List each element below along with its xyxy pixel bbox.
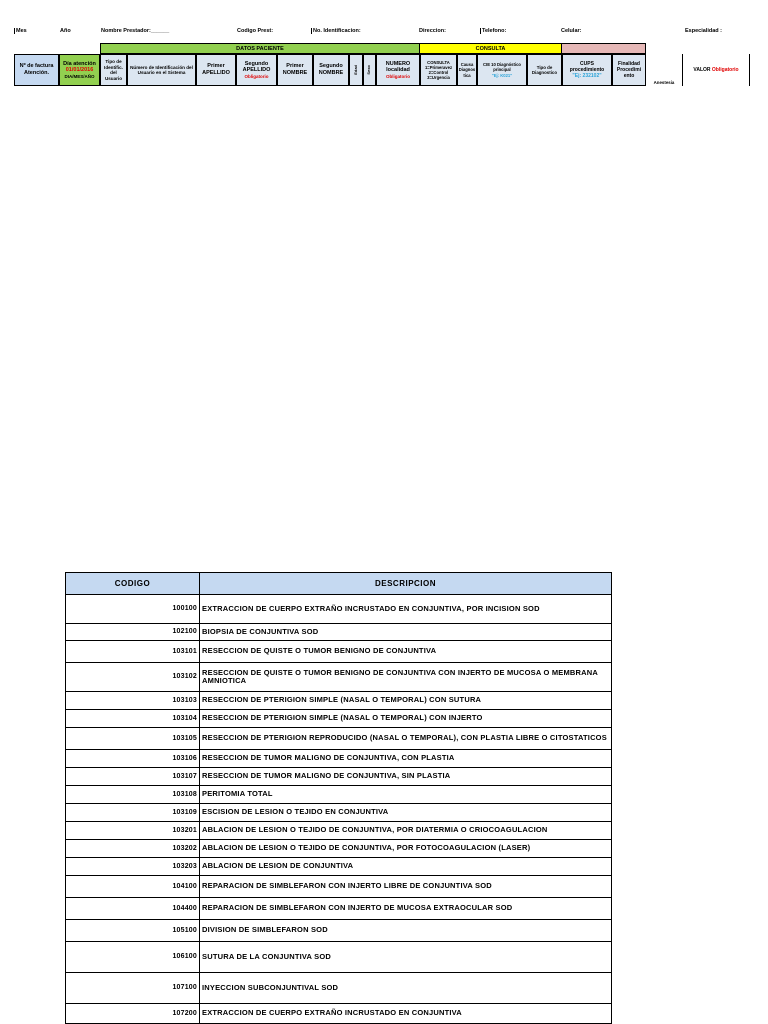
table-row (66, 920, 612, 942)
specialty-label: Especialidad : (685, 28, 722, 34)
table-row (66, 692, 612, 710)
row-description: RESECCION DE PTERIGION SIMPLE (NASAL O TEMPORAL) CON INJERTO (200, 710, 612, 728)
table-row (66, 728, 612, 750)
patient-data-group: DATOS PACIENTE (100, 43, 420, 54)
procedure-codes-table (65, 572, 612, 1024)
row-code: 102100 (66, 624, 200, 641)
row-description: RESECCION DE TUMOR MALIGNO DE CONJUNTIVA, SIN PLASTIA (200, 768, 612, 786)
col-age: Edad (349, 54, 363, 86)
row-description: REPARACION DE SIMBLEFARON CON INJERTO DE MUCOSA EXTRAOCULAR SOD (200, 898, 612, 920)
col-finality: Finalidad Procedimi ento (612, 54, 646, 86)
row-code: 103102 (66, 663, 200, 692)
row-code: 107100 (66, 973, 200, 1004)
col-anesthesia: Anestesia (653, 79, 675, 85)
row-description: ESCISION DE LESION O TEJIDO EN CONJUNTIVA (200, 804, 612, 822)
col-second-surname: Segundo APELLIDO Obligatorio (236, 54, 277, 86)
row-code: 103107 (66, 768, 200, 786)
col-locality-number: NUMERO localidad Obligatorio (376, 54, 420, 86)
table-row (66, 822, 612, 840)
col-second-name: Segundo NOMBRE (313, 54, 349, 86)
col-diagnosis-type: Tipo de Diagnostico (527, 54, 562, 86)
row-description: RESECCION DE QUISTE O TUMOR BENIGNO DE CONJUNTIVA CON INJERTO DE MUCOSA O MEMBRANA AMNIOTICA (200, 663, 612, 692)
table-row (66, 858, 612, 876)
row-code: 103106 (66, 750, 200, 768)
col-id-number: Número de Identificación del Usuario en el Sistema (127, 54, 196, 86)
col-id-type: Tipo de Identific. del Usuario (100, 54, 127, 86)
header-description: DESCRIPCION (200, 573, 612, 595)
row-code: 103103 (66, 692, 200, 710)
table-row (66, 786, 612, 804)
row-description: ABLACION DE LESION O TEJIDO DE CONJUNTIVA, POR DIATERMIA O CRIOCOAGULACION (200, 822, 612, 840)
address-label: Direccion: (419, 28, 446, 34)
row-description: SUTURA DE LA CONJUNTIVA SOD (200, 942, 612, 973)
row-code: 104400 (66, 898, 200, 920)
row-code: 103101 (66, 641, 200, 663)
col-consult-type: CONSULTA 1=Primeravez 2=Control 3=Urgencia (420, 54, 457, 86)
table-row (66, 595, 612, 624)
row-code: 103104 (66, 710, 200, 728)
table-header-row (66, 573, 612, 595)
id-number-label: No. Identificacion: (313, 28, 361, 34)
table-row (66, 804, 612, 822)
table-row (66, 942, 612, 973)
table-row (66, 750, 612, 768)
row-description: INYECCION SUBCONJUNTIVAL SOD (200, 973, 612, 1004)
table-row (66, 641, 612, 663)
row-description: RESECCION DE PTERIGION SIMPLE (NASAL O TEMPORAL) CON SUTURA (200, 692, 612, 710)
col-cie10: CIE 10 Diagnóstico principal "Ej: K021" (477, 54, 527, 86)
col-cups: CUPS procedimiento "Ej: 232102" (562, 54, 612, 86)
year-label: Año (60, 28, 71, 34)
col-value: VALOR Obligatorio (682, 54, 750, 86)
row-description: DIVISION DE SIMBLEFARON SOD (200, 920, 612, 942)
provider-name-label: Nombre Prestador:______ (101, 28, 170, 34)
table-row (66, 663, 612, 692)
row-code: 103203 (66, 858, 200, 876)
header-code: CODIGO (66, 573, 200, 595)
table-row (66, 840, 612, 858)
month-label: Mes (16, 28, 27, 34)
row-description: BIOPSIA DE CONJUNTIVA SOD (200, 624, 612, 641)
table-row (66, 768, 612, 786)
row-code: 103202 (66, 840, 200, 858)
mobile-label: Celular: (561, 28, 582, 34)
table-row (66, 1004, 612, 1024)
row-description: REPARACION DE SIMBLEFARON CON INJERTO LIBRE DE CONJUNTIVA SOD (200, 876, 612, 898)
row-description: ABLACION DE LESION DE CONJUNTIVA (200, 858, 612, 876)
row-code: 103108 (66, 786, 200, 804)
row-code: 107200 (66, 1004, 200, 1024)
row-description: RESECCION DE PTERIGION REPRODUCIDO (NASAL O TEMPORAL), CON PLASTIA LIBRE O CITOSTATICOS (200, 728, 612, 750)
row-description: EXTRACCION DE CUERPO EXTRAÑO INCRUSTADO EN CONJUNTIVA (200, 1004, 612, 1024)
table-row (66, 973, 612, 1004)
table-row (66, 710, 612, 728)
table-row (66, 876, 612, 898)
row-code: 105100 (66, 920, 200, 942)
row-description: RESECCION DE QUISTE O TUMOR BENIGNO DE CONJUNTIVA (200, 641, 612, 663)
row-code: 106100 (66, 942, 200, 973)
row-description: EXTRACCION DE CUERPO EXTRAÑO INCRUSTADO EN CONJUNTIVA, POR INCISION SOD (200, 595, 612, 624)
row-description: RESECCION DE TUMOR MALIGNO DE CONJUNTIVA, CON PLASTIA (200, 750, 612, 768)
provider-code-label: Codigo Prest: (237, 28, 274, 34)
table-row (66, 624, 612, 641)
row-code: 104100 (66, 876, 200, 898)
col-first-surname: Primer APELLIDO (196, 54, 236, 86)
row-code: 103105 (66, 728, 200, 750)
phone-label: Telefono: (482, 28, 507, 34)
col-first-name: Primer NOMBRE (277, 54, 313, 86)
row-code: 100100 (66, 595, 200, 624)
row-description: PERITOMIA TOTAL (200, 786, 612, 804)
col-sex: Sexo (363, 54, 376, 86)
row-description: ABLACION DE LESION O TEJIDO DE CONJUNTIVA, POR FOTOCOAGULACION (LASER) (200, 840, 612, 858)
table-row (66, 898, 612, 920)
col-cause: Causa Diagnos tica (457, 54, 477, 86)
procedure-group (561, 43, 646, 54)
row-code: 103201 (66, 822, 200, 840)
row-code: 103109 (66, 804, 200, 822)
col-invoice-number: Nº de factura Atención. (14, 54, 59, 86)
col-attention-date: Día atención 01/01/2016 DIA/MES/AÑO (59, 54, 100, 86)
consult-group: CONSULTA (419, 43, 562, 54)
